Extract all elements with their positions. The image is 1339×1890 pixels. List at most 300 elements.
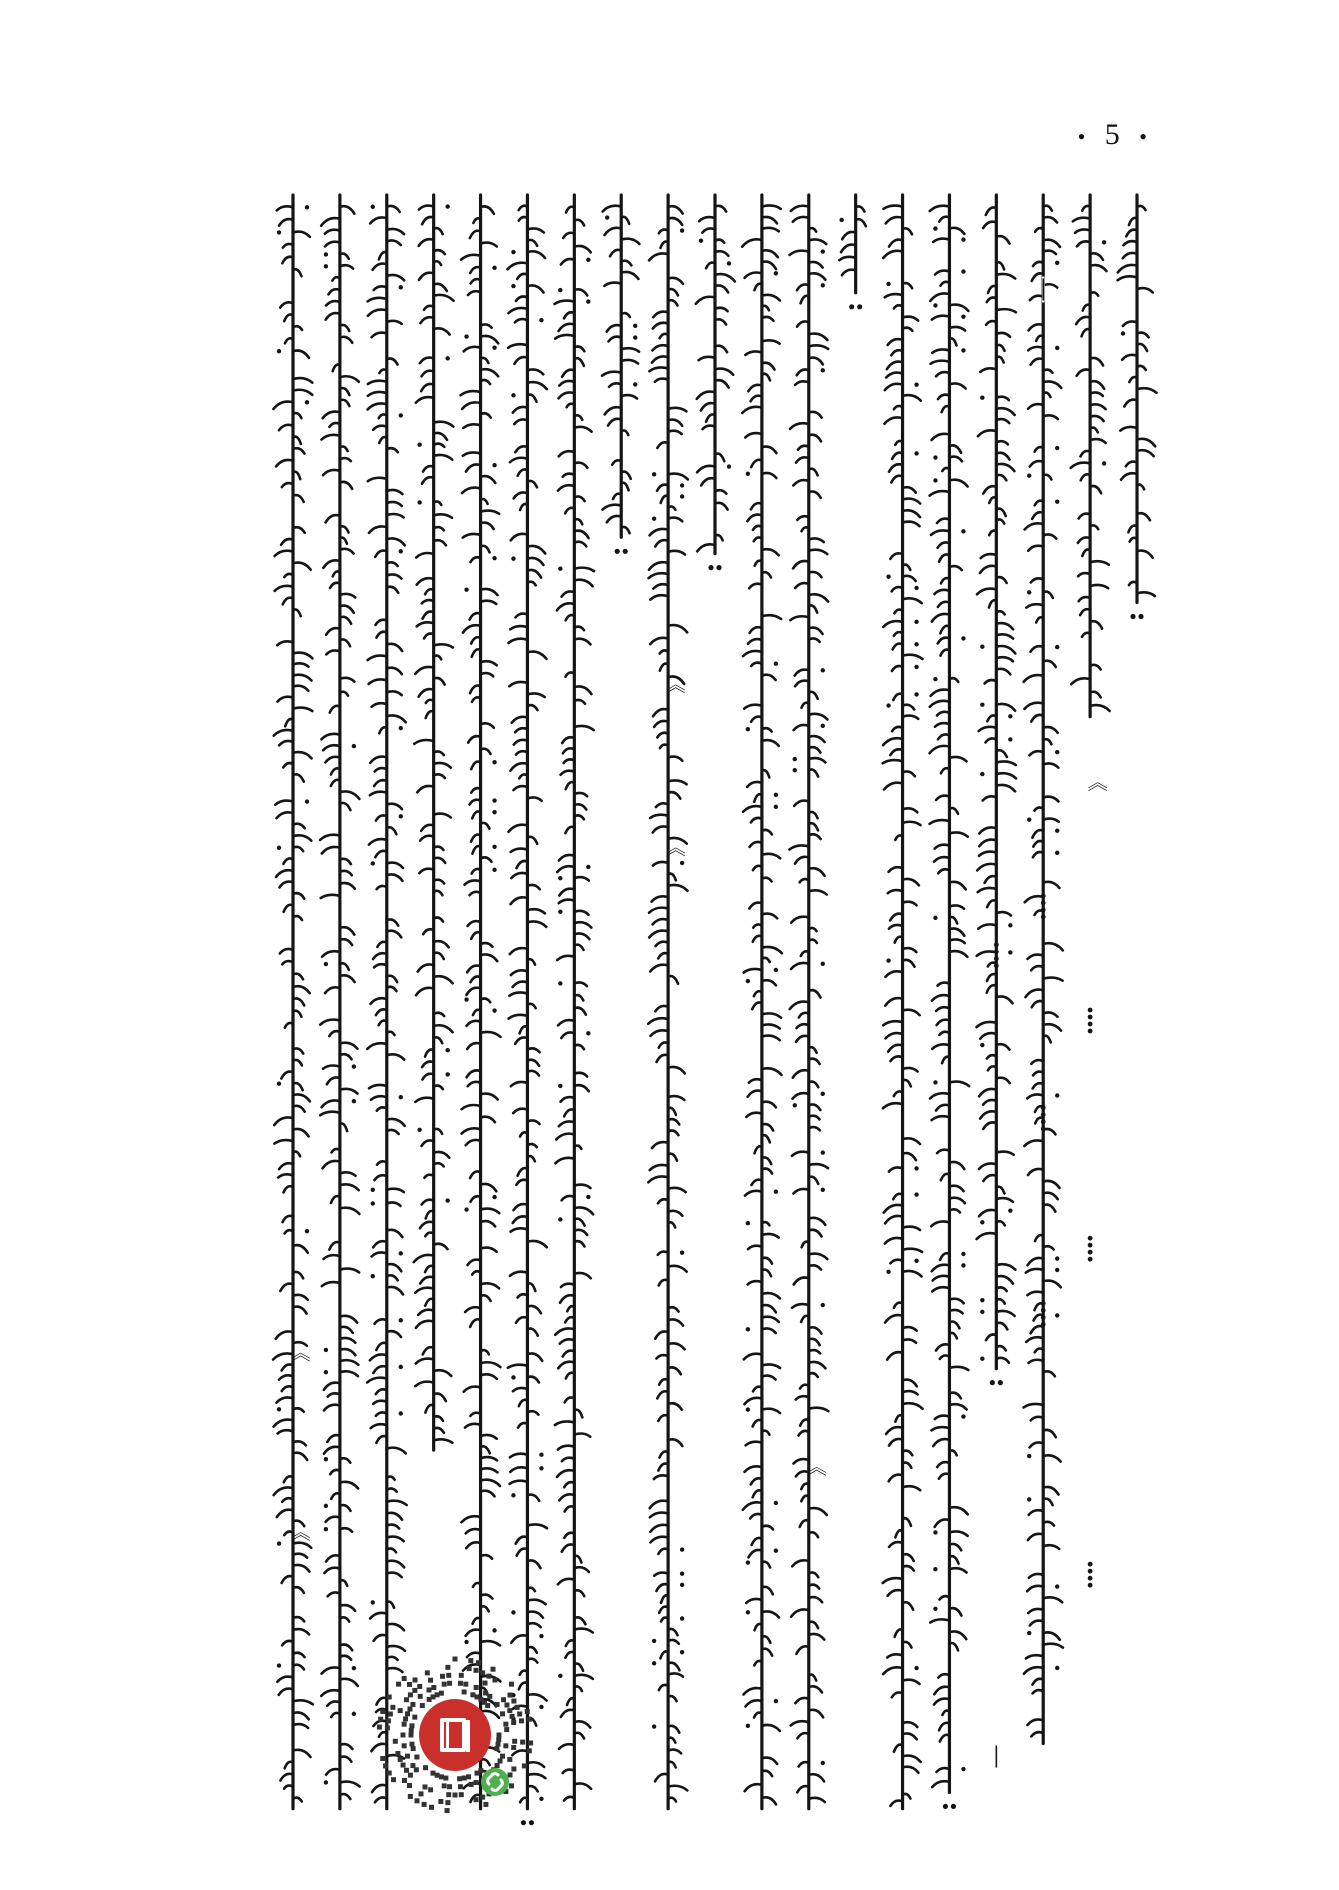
word: [414, 1198, 450, 1327]
glyph-stroke: [374, 286, 387, 290]
glyph-stroke: [809, 594, 828, 601]
glyph-stroke: [1031, 1417, 1043, 1421]
word: [977, 1022, 1010, 1129]
glyph-stroke: [419, 273, 434, 280]
glyph-stroke: [809, 1408, 829, 1412]
glyph-stroke: [890, 1056, 902, 1061]
glyph-stroke: [282, 1576, 293, 1583]
qr-module: [496, 1737, 501, 1742]
glyph-stroke: [515, 1037, 527, 1043]
glyph-stroke: [978, 924, 996, 928]
glyph-stroke: [977, 951, 997, 955]
glyph-stroke: [1029, 751, 1043, 755]
glyph-stroke: [368, 298, 387, 302]
qr-module: [378, 1717, 383, 1722]
glyph-stroke: [884, 783, 902, 790]
glyph-dot: [1055, 1313, 1059, 1317]
glyph-stroke: [903, 960, 915, 967]
glyph-stroke: [321, 435, 339, 440]
qr-module: [463, 1682, 468, 1687]
qr-module: [495, 1702, 500, 1707]
glyph-stroke: [1126, 230, 1137, 237]
glyph-stroke: [762, 549, 779, 555]
glyph-stroke: [603, 206, 622, 212]
glyph-stroke: [715, 346, 727, 353]
glyph-stroke: [889, 240, 903, 247]
glyph-dot: [933, 303, 937, 307]
glyph-stroke: [558, 1446, 575, 1450]
ellipsis-dot: [994, 963, 999, 968]
glyph-stroke: [746, 1113, 761, 1117]
glyph-stroke: [655, 1331, 668, 1338]
ellipsis-dot: [1088, 1015, 1093, 1020]
glyph-stroke: [387, 1331, 401, 1337]
qr-code[interactable]: [370, 1650, 540, 1820]
glyph-stroke: [743, 806, 762, 812]
glyph-stroke: [930, 293, 949, 300]
glyph-stroke: [279, 1689, 293, 1695]
glyph-stroke: [340, 1338, 355, 1343]
qr-module: [519, 1718, 524, 1723]
glyph-dot: [961, 529, 965, 533]
title-bracket: 《: [803, 1456, 828, 1477]
glyph-stroke: [1071, 463, 1090, 468]
glyph-dot: [324, 1527, 328, 1531]
glyph-stroke: [996, 623, 1013, 629]
glyph-stroke: [668, 431, 682, 434]
glyph-stroke: [1030, 461, 1043, 467]
glyph-stroke: [1090, 439, 1106, 443]
glyph-stroke: [762, 1797, 776, 1804]
glyph-stroke: [387, 1448, 406, 1454]
glyph-stroke: [883, 251, 902, 258]
word: [1026, 578, 1052, 622]
glyph-stroke: [293, 563, 311, 570]
glyph-stroke: [903, 1486, 921, 1490]
glyph-dot: [886, 282, 890, 286]
glyph-stroke: [747, 782, 762, 787]
glyph-stroke: [762, 317, 774, 321]
glyph-stroke: [1090, 585, 1108, 588]
glyph-stroke: [762, 914, 777, 919]
glyph-stroke: [527, 228, 543, 232]
qr-module: [445, 1800, 450, 1805]
glyph-stroke: [743, 651, 762, 656]
glyph-stroke: [574, 580, 592, 587]
glyph-stroke: [326, 301, 340, 305]
glyph-dot: [774, 793, 778, 797]
glyph-stroke: [715, 380, 729, 387]
glyph-stroke: [938, 542, 950, 547]
glyph-stroke: [1043, 415, 1058, 419]
glyph-dot: [746, 1724, 750, 1728]
glyph-stroke: [415, 1382, 433, 1386]
glyph-dot: [961, 314, 965, 318]
glyph-stroke: [949, 305, 968, 311]
glyph-dot: [886, 703, 890, 707]
glyph-stroke: [420, 836, 434, 841]
glyph-stroke: [1031, 1326, 1044, 1333]
glyph-stroke: [903, 655, 923, 659]
glyph-stroke: [293, 390, 312, 395]
glyph-stroke: [809, 638, 820, 641]
glyph-stroke: [889, 1439, 903, 1446]
glyph-stroke: [574, 1073, 587, 1077]
ellipsis-dot: [1041, 1301, 1046, 1306]
glyph-stroke: [419, 869, 433, 873]
glyph-stroke: [340, 871, 352, 875]
qr-module: [417, 1684, 422, 1689]
glyph-dot: [1027, 590, 1031, 594]
glyph-dot: [445, 1198, 449, 1202]
glyph-stroke: [796, 1036, 809, 1042]
glyph-dot: [680, 1583, 684, 1587]
glyph-stroke: [434, 1152, 450, 1158]
glyph-stroke: [996, 1311, 1014, 1316]
glyph-stroke: [903, 1227, 920, 1230]
qr-module: [387, 1771, 392, 1776]
glyph-stroke: [470, 892, 481, 895]
glyph-stroke: [481, 661, 497, 665]
glyph-stroke: [420, 1277, 433, 1284]
glyph-dot: [914, 586, 918, 590]
glyph-stroke: [282, 1364, 293, 1370]
glyph-stroke: [321, 1690, 340, 1696]
glyph-stroke: [751, 1478, 762, 1484]
glyph-stroke: [653, 323, 668, 329]
glyph-stroke: [650, 595, 668, 599]
glyph-stroke: [648, 1018, 668, 1024]
text-column: [696, 195, 735, 570]
glyph-stroke: [1026, 604, 1043, 607]
glyph-stroke: [930, 1093, 949, 1098]
glyph-stroke: [979, 727, 997, 731]
glyph-dot: [352, 1712, 356, 1716]
glyph-stroke: [809, 1327, 822, 1333]
glyph-stroke: [516, 1180, 527, 1185]
glyph-stroke: [762, 1587, 773, 1595]
text-column: [789, 195, 828, 1809]
glyph-stroke: [340, 1316, 357, 1323]
glyph-stroke: [715, 308, 728, 311]
qr-module: [402, 1722, 407, 1727]
glyph-stroke: [750, 627, 762, 633]
glyph-stroke: [340, 1184, 359, 1190]
glyph-dot: [1055, 1666, 1059, 1670]
glyph-stroke: [607, 516, 621, 522]
qr-module: [447, 1784, 452, 1789]
glyph-stroke: [510, 1481, 528, 1484]
glyph-stroke: [514, 1204, 528, 1210]
glyph-stroke: [1079, 514, 1090, 519]
glyph-stroke: [1032, 830, 1043, 838]
glyph-stroke: [809, 1339, 820, 1345]
glyph-dot: [558, 288, 562, 292]
glyph-dot: [605, 215, 609, 219]
glyph-stroke: [933, 1276, 950, 1281]
qr-module: [427, 1687, 432, 1692]
glyph-stroke: [281, 539, 293, 545]
glyph-stroke: [574, 1433, 590, 1436]
glyph-dot: [371, 1600, 375, 1604]
glyph-stroke: [903, 598, 922, 603]
glyph-stroke: [762, 675, 776, 680]
glyph-stroke: [293, 448, 304, 453]
glyph-stroke: [938, 395, 949, 399]
glyph-stroke: [903, 1010, 920, 1016]
glyph-stroke: [977, 1022, 997, 1027]
glyph-stroke: [762, 1024, 780, 1028]
glyph-dot: [1008, 714, 1012, 718]
glyph-stroke: [559, 1744, 574, 1749]
text-column: [1071, 195, 1110, 1588]
glyph-stroke: [326, 628, 340, 635]
glyph-stroke: [481, 1032, 501, 1037]
word: [468, 723, 497, 769]
glyph-stroke: [949, 832, 967, 836]
word: [795, 321, 828, 384]
glyph-stroke: [751, 818, 762, 823]
glyph-stroke: [273, 402, 293, 409]
glyph-stroke: [279, 219, 293, 226]
glyph-dot: [980, 1310, 984, 1314]
glyph-stroke: [1043, 763, 1058, 767]
glyph-dot: [492, 798, 496, 802]
glyph-stroke: [791, 1609, 809, 1616]
glyph-stroke: [372, 703, 387, 707]
glyph-dot: [324, 962, 328, 966]
qr-module: [500, 1754, 505, 1759]
word: [1076, 292, 1098, 336]
glyph-stroke: [328, 1393, 340, 1396]
glyph-stroke: [1078, 537, 1090, 542]
ellipsis-dot: [1041, 1315, 1046, 1320]
glyph-stroke: [888, 1590, 903, 1596]
qr-module: [458, 1681, 463, 1686]
glyph-stroke: [652, 896, 669, 901]
glyph-dot: [558, 1217, 562, 1221]
glyph-stroke: [650, 1537, 668, 1543]
glyph-dot: [352, 1064, 356, 1068]
qr-module: [525, 1709, 530, 1714]
glyph-stroke: [462, 488, 481, 493]
glyph-stroke: [376, 1412, 387, 1415]
glyph-stroke: [416, 1321, 434, 1328]
glyph-stroke: [654, 1573, 668, 1576]
glyph-dot: [511, 393, 515, 397]
glyph-stroke: [387, 1501, 407, 1505]
glyph-stroke: [293, 527, 305, 532]
glyph-stroke: [796, 457, 809, 462]
glyph-stroke: [340, 791, 359, 798]
glyph-dot: [821, 724, 825, 728]
glyph-stroke: [340, 1172, 356, 1175]
glyph-stroke: [746, 1442, 762, 1446]
glyph-stroke: [387, 1054, 405, 1059]
glyph-stroke: [979, 1089, 996, 1096]
glyph-dot: [399, 1095, 403, 1099]
glyph-stroke: [1030, 1442, 1044, 1447]
glyph-dot: [652, 472, 656, 476]
ellipsis-dot: [1041, 1119, 1046, 1124]
glyph-dot: [539, 1466, 543, 1470]
glyph-dot: [821, 962, 825, 966]
ellipsis-dot: [1041, 908, 1046, 913]
glyph-stroke: [415, 667, 433, 674]
glyph-stroke: [1118, 265, 1137, 273]
glyph-stroke: [371, 1096, 387, 1100]
glyph-stroke: [744, 969, 762, 973]
glyph-stroke: [983, 1122, 996, 1129]
glyph-dot: [417, 1128, 421, 1132]
glyph-stroke: [434, 284, 447, 291]
text-column: [977, 195, 1017, 1770]
glyph-stroke: [1024, 703, 1043, 709]
glyph-stroke: [903, 510, 921, 517]
qr-module: [504, 1703, 509, 1708]
glyph-stroke: [668, 518, 682, 522]
glyph-stroke: [949, 1162, 964, 1169]
qr-module: [446, 1792, 451, 1797]
glyph-stroke: [422, 1074, 433, 1080]
glyph-dot: [746, 1221, 750, 1225]
glyph-stroke: [340, 1656, 351, 1660]
glyph-stroke: [340, 1744, 352, 1749]
ellipsis-dot: [1088, 1576, 1093, 1581]
glyph-stroke: [368, 656, 387, 661]
qr-module: [440, 1674, 445, 1679]
glyph-stroke: [574, 726, 593, 730]
qr-module: [445, 1808, 450, 1813]
qr-module: [388, 1711, 393, 1716]
qr-module: [439, 1774, 444, 1779]
glyph-stroke: [481, 943, 493, 947]
glyph-stroke: [996, 996, 1012, 1003]
glyph-stroke: [1137, 288, 1153, 292]
glyph-stroke: [321, 734, 340, 740]
glyph-dot: [1008, 737, 1012, 741]
glyph-stroke: [762, 1364, 780, 1368]
glyph-stroke: [809, 1798, 825, 1802]
ellipsis-dot: [1088, 1257, 1093, 1262]
glyph-stroke: [1043, 1597, 1062, 1602]
glyph-stroke: [326, 650, 340, 654]
glyph-stroke: [293, 1724, 308, 1728]
glyph-dot: [1055, 346, 1059, 350]
ellipsis-dot: [1088, 1236, 1093, 1241]
glyph-stroke: [277, 641, 293, 645]
glyph-stroke: [1024, 675, 1044, 682]
glyph-stroke: [282, 1641, 293, 1645]
glyph-stroke: [932, 1265, 950, 1272]
glyph-stroke: [293, 1700, 313, 1704]
glyph-stroke: [327, 1701, 340, 1705]
glyph-stroke: [621, 272, 638, 279]
text-column: [367, 195, 406, 1809]
glyph-stroke: [715, 490, 726, 493]
glyph-stroke: [468, 1260, 481, 1265]
qr-module: [442, 1783, 447, 1788]
qr-module: [509, 1682, 514, 1687]
glyph-stroke: [745, 1784, 762, 1791]
glyph-stroke: [996, 397, 1009, 400]
glyph-stroke: [888, 890, 903, 893]
glyph-stroke: [1090, 486, 1101, 493]
glyph-stroke: [370, 757, 386, 763]
glyph-stroke: [462, 1516, 481, 1522]
title-bracket: 《: [288, 1521, 312, 1542]
glyph-stroke: [949, 228, 964, 234]
glyph-stroke: [434, 422, 454, 427]
qr-module: [408, 1794, 413, 1799]
glyph-stroke: [604, 283, 621, 286]
glyph-stroke: [654, 721, 668, 727]
glyph-stroke: [903, 1566, 914, 1571]
glyph-stroke: [293, 1106, 305, 1112]
glyph-stroke: [466, 1140, 481, 1145]
glyph-stroke: [574, 700, 585, 704]
glyph-stroke: [434, 514, 452, 518]
glyph-stroke: [481, 1117, 495, 1122]
glyph-stroke: [903, 522, 920, 527]
glyph-stroke: [762, 295, 780, 301]
qr-module: [509, 1783, 514, 1788]
glyph-stroke: [417, 786, 433, 792]
glyph-stroke: [574, 1675, 592, 1679]
glyph-stroke: [1043, 943, 1063, 950]
glyph-dot: [539, 318, 543, 322]
glyph-stroke: [555, 1328, 574, 1334]
ellipsis-dot: [1041, 1322, 1046, 1327]
word: [883, 206, 912, 258]
glyph-dot: [371, 861, 375, 865]
glyph-stroke: [340, 594, 355, 598]
qr-module: [398, 1757, 403, 1762]
glyph-stroke: [320, 835, 340, 840]
glyph-stroke: [387, 562, 398, 566]
ellipsis-dot: [1088, 1569, 1093, 1574]
glyph-stroke: [809, 1508, 827, 1515]
glyph-stroke: [1032, 512, 1043, 519]
glyph-dot: [399, 413, 403, 417]
glyph-dot: [277, 230, 281, 234]
glyph-stroke: [468, 291, 481, 295]
ellipsis-dot: [1041, 894, 1046, 899]
glyph-stroke: [751, 717, 762, 722]
glyph-stroke: [1031, 715, 1043, 722]
glyph-dot: [961, 348, 965, 352]
glyph-stroke: [470, 231, 481, 238]
glyph-stroke: [561, 1710, 575, 1717]
glyph-stroke: [699, 217, 715, 221]
qr-module: [412, 1715, 417, 1720]
text-column: [602, 195, 639, 554]
glyph-dot: [886, 1270, 890, 1274]
qr-module: [407, 1682, 412, 1687]
glyph-dot: [558, 1084, 562, 1088]
end-dot: [943, 1804, 948, 1809]
glyph-stroke: [508, 344, 527, 348]
glyph-stroke: [1090, 705, 1110, 711]
glyph-stroke: [422, 1062, 434, 1068]
glyph-stroke: [656, 1584, 668, 1591]
glyph-stroke: [796, 1396, 809, 1399]
glyph-stroke: [509, 308, 528, 313]
glyph-stroke: [749, 1550, 762, 1557]
glyph-stroke: [797, 321, 809, 326]
glyph-stroke: [527, 1060, 539, 1066]
word: [509, 948, 540, 1086]
